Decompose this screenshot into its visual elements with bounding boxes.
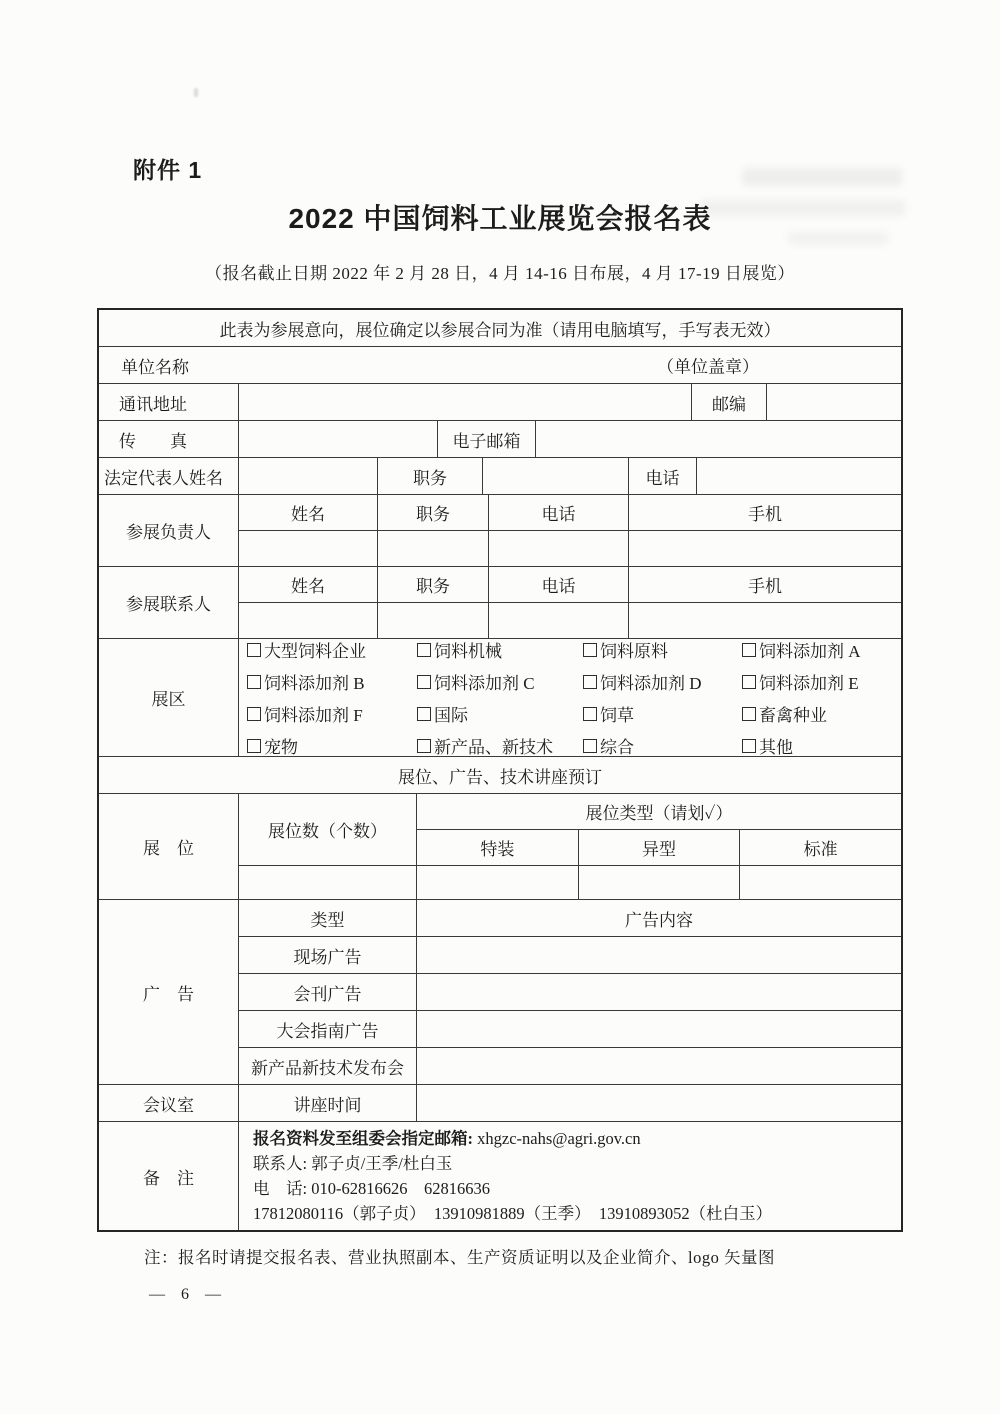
checkbox-icon[interactable] [417, 643, 431, 657]
booth-count-input-cell[interactable] [239, 866, 417, 899]
zone-option[interactable] [417, 701, 583, 726]
leader-mobile-header: 手机 [748, 505, 782, 524]
checkbox-icon[interactable] [742, 739, 756, 753]
postcode-label: 邮编 [712, 394, 746, 414]
lecture-time-label: 讲座时间 [293, 1095, 362, 1115]
exhibit-contact-header-row [239, 567, 901, 603]
booth-label: 展 位 [143, 839, 194, 858]
booth-type-label-row [417, 794, 901, 830]
ads-journal-label-cell: 会刊广告 [239, 974, 417, 1010]
ads-onsite-label-cell: 现场广告 [239, 937, 417, 973]
zone-option[interactable] [417, 669, 583, 694]
ads-group [99, 900, 901, 1085]
zone-option-label: 宠物 [264, 738, 298, 757]
booth-header-block [239, 794, 901, 866]
meeting-room-label-cell [99, 1085, 239, 1121]
booth-standard-input-cell[interactable] [740, 866, 901, 899]
zone-option-label: 饲料添加剂 B [264, 674, 365, 693]
checkbox-icon[interactable] [247, 739, 261, 753]
zone-option[interactable] [583, 637, 742, 662]
ads-row-launch [239, 1048, 901, 1084]
booth-type-irregular-header: 异型 [579, 830, 741, 865]
booth-special-input-cell[interactable] [417, 866, 579, 899]
ads-guide-input-cell[interactable] [417, 1011, 901, 1047]
address-label-cell [99, 384, 239, 420]
fax-input-cell[interactable] [239, 421, 438, 457]
zone-option[interactable] [247, 733, 417, 758]
zone-option-label: 综合 [600, 738, 634, 757]
legal-rep-title-label: 职务 [413, 468, 447, 488]
zone-option-label: 饲料添加剂 C [434, 674, 535, 693]
zone-option[interactable] [417, 637, 583, 662]
contact-mobile-input-cell[interactable] [629, 603, 901, 638]
contact-name-header: 姓名 [239, 567, 378, 602]
company-name-row[interactable] [99, 347, 901, 384]
postcode-input-cell[interactable] [767, 384, 901, 420]
remarks-email-address: xhgzc-nahs@agri.gov.cn [477, 1129, 641, 1148]
legal-rep-phone-input-cell[interactable] [697, 458, 901, 494]
contact-title-header: 职务 [378, 567, 489, 602]
legal-rep-title-label-cell [378, 458, 483, 494]
exhibit-contact-input-row [239, 603, 901, 638]
legal-rep-label-cell [99, 458, 239, 494]
zone-option-label: 饲料原料 [600, 642, 668, 661]
page-subtitle: （报名截止日期 2022 年 2 月 28 日，4 月 14-16 日布展，4 月 17-19 日展览） [205, 264, 795, 283]
remarks-line-mobiles: 17812080116（郭子贞） 13910981889（王季） 13910893052（杜白玉） [253, 1204, 773, 1223]
checkbox-icon[interactable] [742, 675, 756, 689]
legal-rep-phone-label-cell [629, 458, 697, 494]
booking-header-text: 展位、广告、技术讲座预订 [398, 767, 602, 787]
checkbox-icon[interactable] [583, 739, 597, 753]
notice-text: 此表为参展意向，展位确定以参展合同为准（请用电脑填写，手写表无效） [219, 320, 781, 340]
zones-options-cell [239, 639, 901, 756]
legal-rep-row [99, 458, 901, 495]
remarks-content-cell [239, 1122, 901, 1230]
ads-row-guide [239, 1011, 901, 1048]
zone-option-label: 国际 [434, 706, 468, 725]
remarks-label-cell [99, 1122, 239, 1230]
zone-option[interactable] [742, 701, 901, 726]
exhibit-leader-label: 参展负责人 [126, 523, 211, 542]
exhibit-contact-label-cell [99, 567, 239, 638]
company-seal-hint: （单位盖章） [657, 357, 759, 377]
zone-option[interactable] [742, 733, 901, 758]
postcode-label-cell [692, 384, 767, 420]
remarks-line-contacts: 联系人: 郭子贞/王季/杜白玉 [253, 1154, 453, 1173]
leader-phone-header: 电话 [489, 495, 629, 530]
fax-row [99, 421, 901, 458]
ads-label-cell [99, 900, 239, 1084]
zone-option[interactable] [583, 733, 742, 758]
ads-onsite-input-cell[interactable] [417, 937, 901, 973]
fax-label: 传 真 [119, 431, 187, 451]
booth-group [99, 794, 901, 900]
contact-phone-input-cell[interactable] [489, 603, 629, 638]
page-number: — 6 — [149, 1286, 227, 1303]
booking-section-header [99, 757, 901, 794]
email-label-cell [438, 421, 536, 457]
zone-option-label: 饲料机械 [434, 642, 502, 661]
attachment-label: 附件 1 [133, 157, 203, 183]
lecture-time-label-cell [239, 1085, 417, 1121]
checkbox-icon[interactable] [583, 643, 597, 657]
legal-rep-phone-label: 电话 [645, 468, 680, 488]
submission-footnote: 注：报名时请提交报名表、营业执照副本、生产资质证明以及企业简介、logo 矢量图 [144, 1248, 775, 1267]
leader-name-input-cell[interactable] [239, 531, 378, 566]
checkbox-icon[interactable] [583, 707, 597, 721]
zone-option[interactable] [583, 701, 742, 726]
meeting-room-row [99, 1085, 901, 1122]
ads-guide-label-cell: 大会指南广告 [239, 1011, 417, 1047]
ads-launch-input-cell[interactable] [417, 1048, 901, 1084]
lecture-time-input-cell[interactable] [417, 1085, 901, 1121]
exhibit-leader-label-cell [99, 495, 239, 566]
zone-option-label: 饲草 [600, 706, 634, 725]
zone-option[interactable] [247, 701, 417, 726]
remarks-line-phones: 电 话: 010-62816626 62816636 [253, 1179, 490, 1198]
registration-form-table [97, 308, 903, 1232]
legal-rep-label: 法定代表人姓名 [104, 468, 223, 488]
booth-count-label: 展位数（个数） [268, 822, 387, 841]
ads-header-row [239, 900, 901, 937]
booth-type-special-header: 特装 [417, 830, 579, 865]
legal-rep-title-input-cell[interactable] [483, 458, 629, 494]
ads-label: 广 告 [143, 984, 194, 1004]
zone-option-label: 饲料添加剂 D [600, 674, 702, 693]
zones-label: 展区 [151, 690, 186, 709]
fax-label-cell [99, 421, 239, 457]
zones-group [99, 639, 901, 757]
email-input-cell[interactable] [536, 421, 901, 457]
zones-label-cell [99, 639, 239, 756]
email-label: 电子邮箱 [452, 431, 521, 451]
remarks-email-label: 报名资料发至组委会指定邮箱: [253, 1129, 478, 1148]
ads-row-journal [239, 974, 901, 1011]
contact-title-input-cell[interactable] [378, 603, 489, 638]
scan-artifact [194, 88, 198, 97]
zone-option-label: 饲料添加剂 F [264, 706, 363, 725]
ads-content-header-cell: 广告内容 [625, 910, 693, 930]
booth-count-label-cell [239, 794, 417, 865]
booth-type-label-cell: 展位类型（请划✓） [585, 804, 733, 823]
zone-option-label: 其他 [759, 738, 793, 757]
exhibit-leader-input-row [239, 531, 901, 566]
meeting-room-label: 会议室 [143, 1095, 194, 1115]
notice-row [99, 310, 901, 347]
zone-option[interactable] [583, 669, 742, 694]
leader-phone-input-cell[interactable] [489, 531, 629, 566]
contact-name-input-cell[interactable] [239, 603, 378, 638]
address-row [99, 384, 901, 421]
remarks-line-email [253, 1126, 641, 1151]
exhibit-contact-label: 参展联系人 [126, 595, 211, 614]
contact-mobile-header: 手机 [748, 577, 782, 596]
zone-option[interactable] [417, 733, 583, 758]
checkbox-icon[interactable] [583, 675, 597, 689]
zone-option[interactable] [247, 669, 417, 694]
ads-launch-label-cell: 新产品新技术发布会 [239, 1048, 417, 1084]
ads-type-header-cell: 类型 [239, 900, 417, 936]
ads-journal-input-cell[interactable] [417, 974, 901, 1010]
exhibit-leader-header-row [239, 495, 901, 531]
booth-input-row [239, 866, 901, 899]
checkbox-icon[interactable] [417, 739, 431, 753]
leader-title-header: 职务 [378, 495, 489, 530]
checkbox-icon[interactable] [417, 707, 431, 721]
zone-option[interactable] [247, 637, 417, 662]
address-label: 通讯地址 [119, 394, 187, 414]
checkbox-icon[interactable] [247, 675, 261, 689]
zone-option[interactable] [742, 669, 901, 694]
remarks-group [99, 1122, 901, 1230]
leader-mobile-input-cell[interactable] [629, 531, 901, 566]
zone-option-label: 新产品、新技术 [434, 738, 553, 757]
zone-option-label: 大型饲料企业 [264, 642, 366, 661]
zone-option-label: 饲料添加剂 A [759, 642, 861, 661]
page-title: 2022 中国饲料工业展览会报名表 [288, 203, 712, 234]
ads-row-onsite [239, 937, 901, 974]
legal-rep-name-input-cell[interactable] [239, 458, 378, 494]
booth-label-cell [99, 794, 239, 899]
zone-option[interactable] [742, 637, 901, 662]
zone-option-label: 畜禽种业 [759, 706, 827, 725]
checkbox-icon[interactable] [742, 707, 756, 721]
company-name-label: 单位名称 [121, 357, 189, 377]
booth-irregular-input-cell[interactable] [579, 866, 741, 899]
exhibit-contact-group [99, 567, 901, 639]
zone-option-label: 饲料添加剂 E [759, 674, 859, 693]
exhibit-leader-group [99, 495, 901, 567]
contact-phone-header: 电话 [489, 567, 629, 602]
checkbox-icon[interactable] [247, 707, 261, 721]
address-input-cell[interactable] [239, 384, 692, 420]
checkbox-icon[interactable] [417, 675, 431, 689]
checkbox-icon[interactable] [742, 643, 756, 657]
booth-type-standard-header: 标准 [803, 840, 838, 859]
leader-title-input-cell[interactable] [378, 531, 489, 566]
checkbox-icon[interactable] [247, 643, 261, 657]
remarks-label: 备 注 [143, 1168, 194, 1188]
scan-artifact [742, 168, 902, 186]
booth-type-header-row [417, 830, 901, 865]
leader-name-header: 姓名 [239, 495, 378, 530]
